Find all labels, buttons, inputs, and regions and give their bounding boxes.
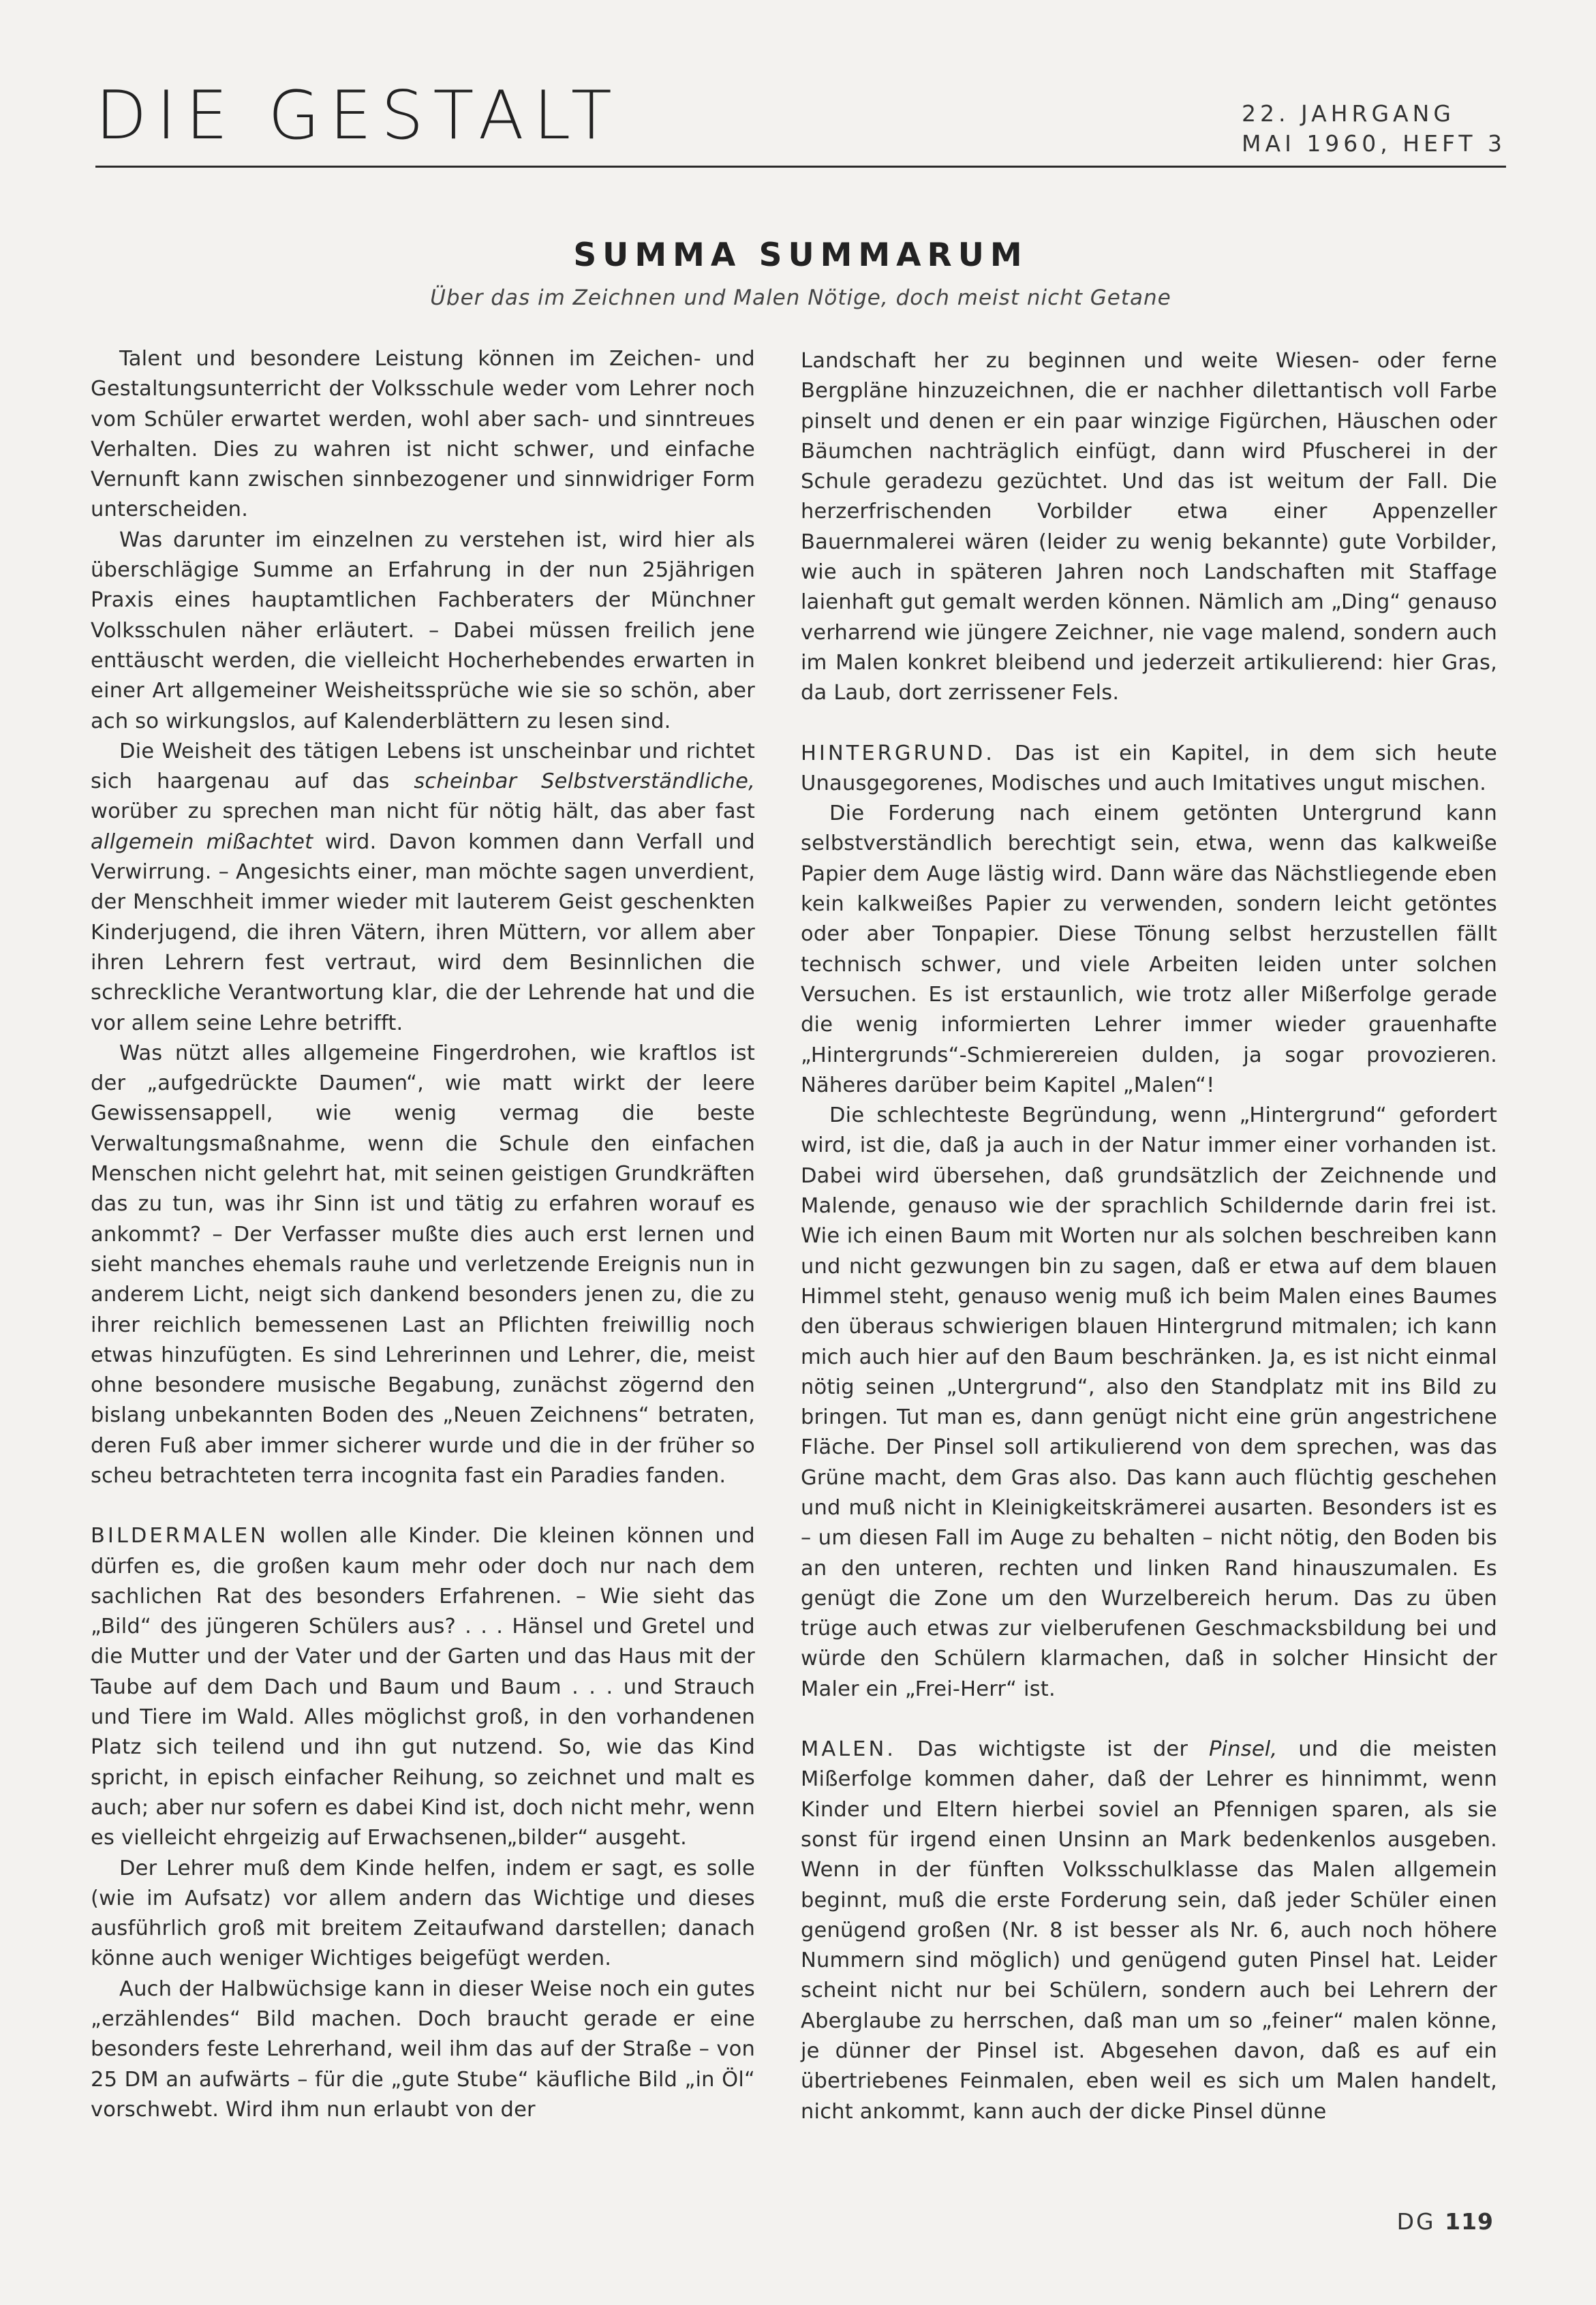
section-bildermalen [91, 1521, 755, 1853]
paragraph-text: Die Weisheit des tätigen Lebens ist unscheinbar und richtet sich haargenau auf das [91, 739, 755, 794]
section-heading: HINTERGRUND. [801, 741, 995, 765]
section-text: Das wichtigste ist der [917, 1737, 1188, 1762]
section-text: und die meisten Mißerfolge kommen daher, daß der Lehrer es hinnimmt, wenn Kinder und Eltern hierbei soviel an Pfennigen sparen, als sie sonst für irgend einen Unsinn an Mark bedenkenlos ausgeben. Wenn in der fünften Volksschulklasse das Malen allgemein beginnt, muß die erste Forderung sein, daß jeder Schüler einen genügend großen (Nr. 8 ist besser als Nr. 6, auch noch höhere Nummern sind möglich) und genügend guten Pinsel hat. Leider scheint nicht nur bei Schülern, sondern auch bei Lehrern der Aberglaube zu herrschen, daß man um so „feiner“ malen könne, je dünner der Pinsel ist. Abgesehen davon, daß es auf ein übertriebenes Feinmalen, eben weil es sich um Malen handelt, nicht ankommt, kann auch der dicke Pinsel dünne [801, 1737, 1498, 2124]
issue-label: MAI 1960, HEFT 3 [1242, 130, 1506, 157]
paragraph: Was nützt alles allgemeine Fingerdrohen, wie kraftlos ist der „aufgedrückte Daumen“, wie matt wirkt der leere Gewissensappell, wie wenig vermag die beste Verwaltungsmaßnahme, wenn die Schule den einfachen Menschen nicht gelehrt hat, mit seinen geistigen Grundkräften das zu tun, was ihr Sinn ist und tätig zu erfahren worauf es ankommt? – Der Verfasser mußte dies auch erst lernen und sieht manches ehemals rauhe und verletzende Ereignis nun in anderem Licht, neigt sich dankend besonders jenen zu, die zu ihrer reichlich bemessenen Last an Pflichten freiwillig noch etwas hinzufügten. Es sind Lehrerinnen und Lehrer, die, meist ohne besondere musische Begabung, zunächst zögernd den bislang unbekannten Boden des „Neuen Zeichnens“ betraten, deren Fuß aber immer sicherer wurde und die in der früher so scheu betrachteten terra incognita fast ein Paradies fanden. [91, 1041, 755, 1488]
volume-label: 22. JAHRGANG [1242, 100, 1455, 127]
paragraph: Auch der Halbwüchsige kann in dieser Weise noch ein gutes „erzählendes“ Bild machen. Doch braucht gerade er eine besonders feste Lehrerhand, weil ihm das auf der Straße – von 25 DM an aufwärts – für die „gute Stube“ käufliche Bild „in Öl“ vorschwebt. Wird ihm nun erlaubt von der [91, 1976, 755, 2122]
article-subtitle: Über das im Zeichnen und Malen Nötige, doch meist nicht Getane [430, 286, 1171, 310]
right-column [801, 346, 1497, 2127]
paragraph-text: wird. Davon kommen dann Verfall und Verwirrung. – Angesichts einer, man möchte sagen unverdient, der Menschheit immer wieder mit lauterem Geist geschenkten Kinderjugend, die ihren Vätern, ihren Müttern, vor allem aber ihren Lehrern fest vertraut, wird dem Besinnlichen die schreckliche Verantwortung klar, die der Lehrende hat und die vor allem seine Lehre betrifft. [91, 829, 755, 1035]
issue-info [1242, 99, 1506, 159]
paragraph [91, 737, 755, 1039]
paragraph: Was darunter im einzelnen zu verstehen ist, wird hier als überschlägige Summe an Erfahrung in der nun 25jährigen Praxis eines hauptamtlichen Fachberaters der Münchner Volksschulen näher erläutert. – Dabei müssen freilich jene enttäuscht werden, die vielleicht Hocherhebendes erwarten in einer Art allgemeiner Weisheitssprüche wie sie so schön, aber ach so wirkungslos, auf Kalenderblättern zu lesen sind. [91, 528, 755, 733]
section-hintergrund [801, 739, 1497, 799]
section-malen [801, 1735, 1497, 2127]
paragraph: Die schlechteste Begründung, wenn „Hintergrund“ gefordert wird, ist die, daß ja auch in der Natur immer einer vorhanden ist. Dabei wird übersehen, daß grundsätzlich der Zeichnende und Malende, genauso wie der sprachlich Schildernde darin frei ist. Wie ich einen Baum mit Worten nur als solchen beschreiben kann und nicht gezwungen bin zu sagen, daß er etwa auf dem blauen Himmel steht, genauso wenig muß ich beim Malen eines Baumes den überaus schwierigen blauen Hintergrund mitmalen; ich kann mich auch hier auf den Baum beschränken. Ja, es ist nicht einmal nötig seinen „Untergrund“, also den Standplatz mit ins Bild zu bringen. Tut man es, dann genügt nicht eine grün angestrichene Fläche. Der Pinsel soll artikulierend von dem sprechen, was das Grüne macht, dem Gras also. Das kann auch flüchtig geschehen und muß nicht in Kleinigkeitskrämerei ausarten. Besonders ist es – um diesen Fall im Auge zu behalten – nicht nötig, den Boden bis an den unteren, rechten und linken Rand hinauszumalen. Es genügt die Zone um den Wurzelbereich herum. Das zu üben trüge auch etwas zur vielberufenen Geschmacksbildung bei und würde den Schülern klarmachen, daß in solcher Hinsicht der Maler ein „Frei-Herr“ ist. [801, 1103, 1497, 1701]
journal-title: DIE GESTALT [95, 77, 621, 155]
emphasis: scheinbar Selbstverständliche, [414, 769, 755, 794]
emphasis: Pinsel, [1208, 1737, 1278, 1762]
section-heading: BILDERMALEN [91, 1524, 269, 1548]
section-heading: MALEN. [801, 1737, 896, 1762]
header-rule [95, 166, 1506, 168]
paragraph-text: worüber zu sprechen man nicht für nötig hält, das aber fast [91, 799, 755, 824]
emphasis: allgemein mißachtet [91, 829, 313, 854]
paragraph: Der Lehrer muß dem Kinde helfen, indem er sagt, es solle (wie im Aufsatz) vor allem andern das Wichtige und dieses ausführlich groß mit breitem Zeitaufwand darstellen; danach könne auch weniger Wichtiges beigefügt werden. [91, 1856, 755, 1971]
paragraph: Die Forderung nach einem getönten Untergrund kann selbstverständlich berechtigt sein, etwa, wenn das kalkweiße Papier dem Auge lästig wird. Dann wäre das Nächstliegende eben kein kalkweißes Papier zu verwenden, sondern leicht getöntes oder aber Tonpapier. Diese Tönung selbst herzustellen fällt technisch schwer, und viele Arbeiten leiden unter solchen Versuchen. Es ist erstaunlich, wie trotz aller Mißerfolge gerade die wenig informierten Lehrer immer wieder grauenhafte „Hintergrunds“-Schmierereien dulden, ja sogar provozieren. Näheres darüber beim Kapitel „Malen“! [801, 802, 1497, 1097]
paragraph: Landschaft her zu beginnen und weite Wiesen- oder ferne Bergpläne hinzuzeichnen, die er nachher dilettantisch voll Farbe pinselt und denen er ein paar winzige Figürchen, Häuschen oder Bäumchen nachträglich einfügt, dann wird Pfuscherei in der Schule geradezu gezüchtet. Und das ist weitum der Fall. Die herzerfrischenden Vorbilder etwa einer Appenzeller Bauernmalerei wären (leider zu wenig bekannte) gute Vorbilder, wie auch in späteren Jahren noch Landschaften mit Staffage laienhaft gut gemalt werden können. Nämlich am „Ding“ genauso verharrend wie jüngere Zeichner, nie vage malend, sondern auch im Malen konkret bleibend und jederzeit artikulierend: hier Gras, da Laub, dort zerrissener Fels. [801, 349, 1497, 705]
masthead [95, 78, 1506, 174]
paragraph: Talent und besondere Leistung können im Zeichen- und Gestaltungsunterricht der Volksschule weder vom Lehrer noch vom Schüler erwartet werden, wohl aber sach- und sinntreues Verhalten. Dies zu wahren ist nicht schwer, und einfache Vernunft kann zwischen sinnbezogener und sinnwidriger Form unterscheiden. [91, 347, 755, 522]
article-title: SUMMA SUMMARUM [573, 236, 1028, 274]
article-header [95, 235, 1506, 313]
page-number: 119 [1445, 2208, 1494, 2235]
footer-label: DG [1396, 2208, 1436, 2235]
section-text: Das ist ein Kapitel, in dem sich heute Unausgegorenes, Modisches und auch Imitatives ungut mischen. [801, 741, 1497, 795]
section-text: wollen alle Kinder. Die kleinen können und dürfen es, die großen kaum mehr oder doch nur nach dem sachlichen Rat des besonders Erfahrenen. – Wie sieht das „Bild“ des jüngeren Schülers aus? . . . Hänsel und Gretel und die Mutter und der Vater und der Garten und das Haus mit der Taube auf dem Dach und Baum und Baum . . . und Strauch und Tiere im Wald. Alles möglichst groß, in den vorhandenen Platz sich teilend und ihn gut nutzend. So, wie das Kind spricht, in episch einfacher Reihung, so zeichnet und malt es auch; aber nur sofern es dabei Kind ist, doch nicht mehr, wenn es vielleicht ehrgeizig auf Erwachsenen„bilder“ ausgeht. [91, 1524, 755, 1850]
left-column [91, 344, 755, 2125]
page-footer [1397, 2208, 1494, 2235]
